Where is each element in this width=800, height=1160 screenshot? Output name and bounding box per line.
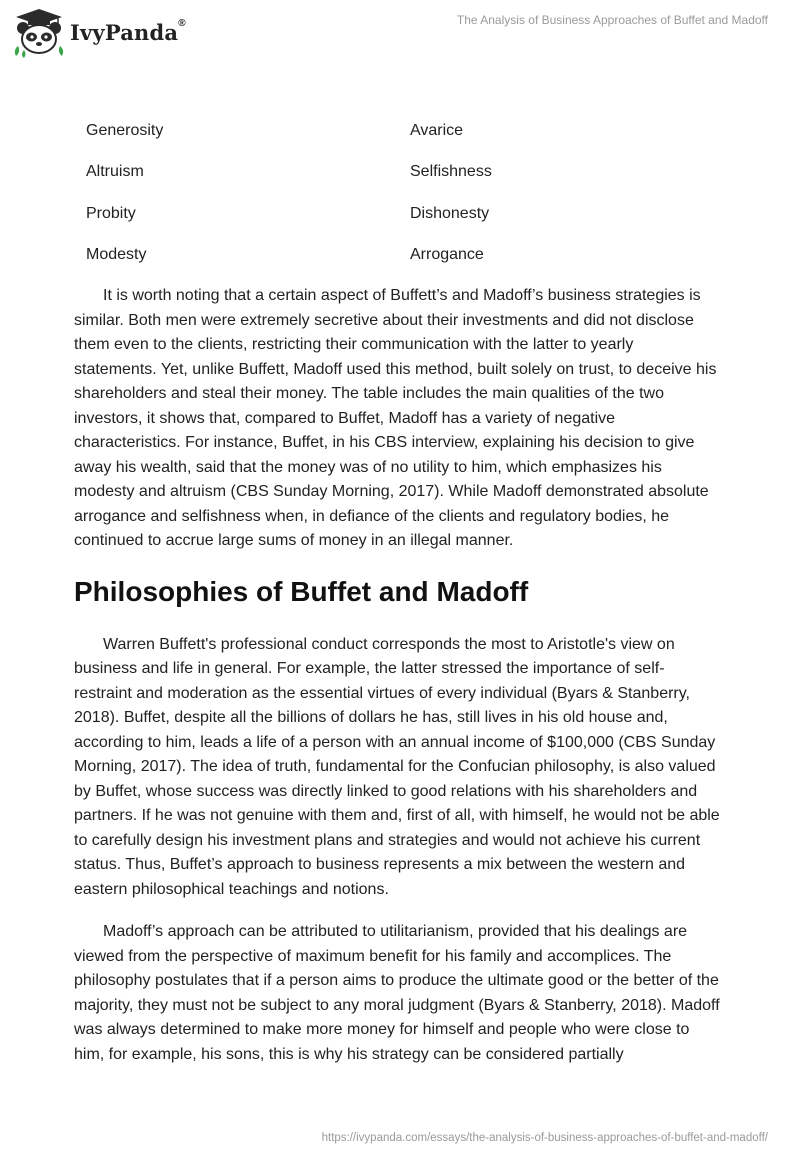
ivypanda-logo[interactable] [12,6,186,58]
madoff-quality-cell: Avarice [410,121,464,139]
table-row [74,235,720,277]
document-title: The Analysis of Business Approaches of Buffet and Madoff [456,13,768,27]
paragraph-buffett-philosophy: Warren Buffett's professional conduct corresponds the most to Aristotle's view on business and life in general. For example, the latter stressed the importance of self-restraint and moderation as the essential virtues of every individual (Byars & Stanberry, 2018). Buffet, despite all the billions of dollars he has, still lives in his old house and, according to him, leads a life of a person with an annual income of $100,000 (CBS Sunday Morning, 2017). The idea of truth, fundamental for the Confucian philosophy, is also valued by Buffet, whose success was directly linked to good relations with his shareholders and partners. If he was not genuine with them and, first of all, with himself, he would not be able to carefully design his investment plans and strategies and would not achieve his current status. Thus, Buffet’s approach to business represents a mix between the western and eastern philosophical teachings and notions. [74,635,720,898]
madoff-quality-cell: Arrogance [410,246,484,264]
registered-mark: ® [178,17,186,29]
logo-wordmark: IvyPanda® [70,17,186,45]
table-row [74,193,720,235]
qualities-table [74,110,720,276]
page-header [0,0,800,72]
madoff-quality-cell: Selfishness [410,163,492,181]
paragraph-madoff-philosophy: Madoff’s approach can be attributed to utilitarianism, provided that his dealings are viewed from the perspective of maximum benefit for his family and accomplices. The philosophy postulates that if a person aims to produce the ultimate good or the better of the majority, they must not be subject to any moral judgment (Byars & Stanberry, 2018). Madoff was always determined to make more money for himself and people who were close to him, for example, his sons, this is why his strategy can be considered partially [74,923,720,1063]
buffett-quality-cell: Probity [86,204,136,222]
paragraph-similarities: It is worth noting that a certain aspect of Buffett’s and Madoff’s business strategies is similar. Both men were extremely secretive about their investments and did not disclose them even to the clients, restricting their communication with the latter to yearly statements. Yet, unlike Buffett, Madoff used this method, built solely on trust, to deceive his shareholders and steal their money. The table includes the main qualities of the two investors, it shows that, compared to Buffet, Madoff has a variety of negative characteristics. For instance, Buffet, in his CBS interview, explaining his decision to give away his wealth, said that the money was of no utility to him, which emphasizes his modesty and altruism (CBS Sunday Morning, 2017). While Madoff demonstrated absolute arrogance and selfishness when, in defiance of the clients and regulatory bodies, he continued to accrue large sums of money in an illegal manner. [74,287,717,549]
section-heading: Philosophies of Buffet and Madoff [74,575,529,607]
essay-content [74,110,720,1067]
buffett-quality-cell: Altruism [86,163,144,181]
table-row [74,152,720,194]
buffett-quality-cell: Modesty [86,246,147,264]
table-row [74,110,720,152]
panda-graduate-icon [12,6,66,58]
source-url[interactable]: https://ivypanda.com/essays/the-analysis-of-business-approaches-of-buffet-and-madoff/ [321,1132,768,1144]
buffett-quality-cell: Generosity [86,121,164,139]
madoff-quality-cell: Dishonesty [410,204,490,222]
